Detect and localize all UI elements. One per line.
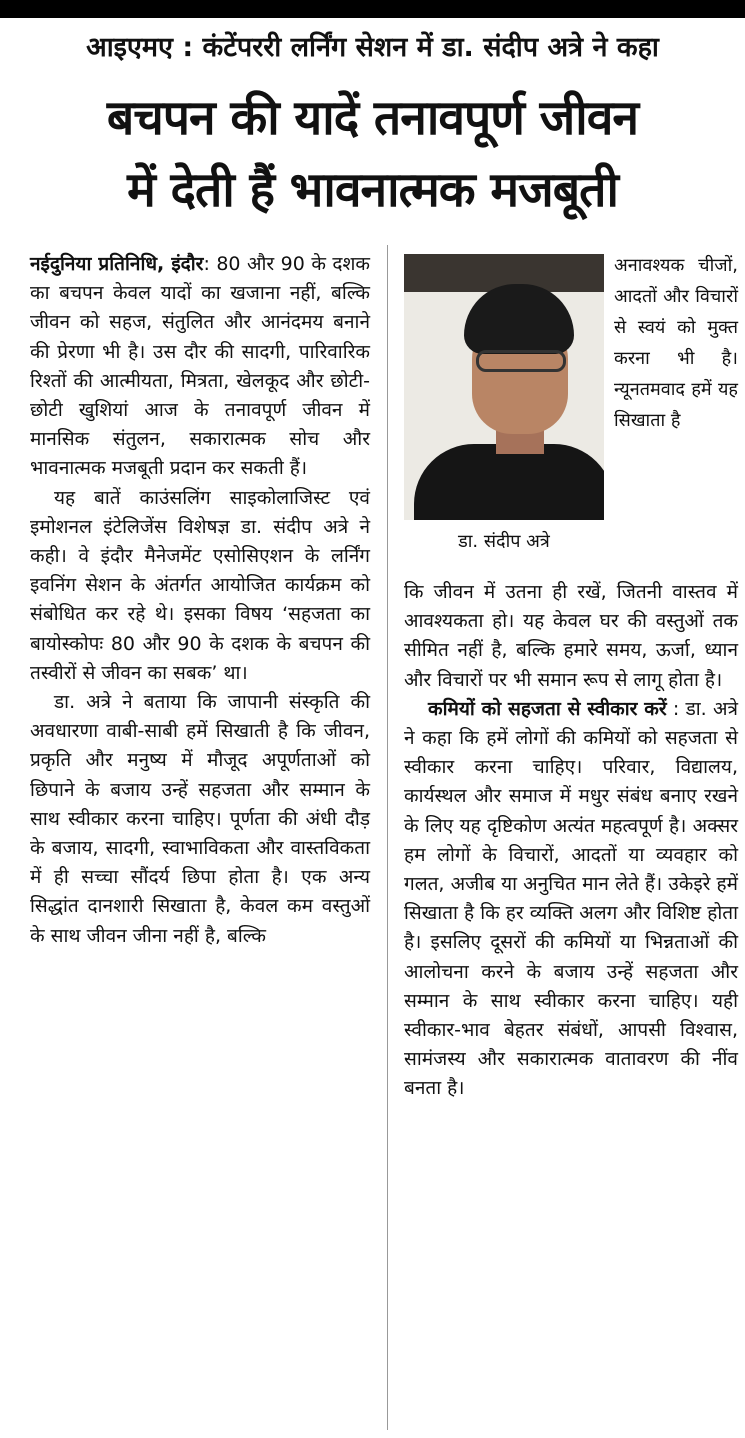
headline-line-2: में देती हैं भावनात्मक मजबूती [127, 162, 618, 218]
paragraph-1 [30, 250, 370, 484]
headline-line-1: बचपन की यादें तनावपूर्ण जीवन [106, 90, 639, 146]
paragraph-5-text: : डा. अत्रे ने कहा कि हमें लोगों की कमियों को सहजता से स्वीकार करना चाहिए। परिवार, विद्यालय, कार्यस्थल और समाज में मधुर संबंध बनाए रखने के लिए यह दृष्टिकोण अत्यंत महत्वपूर्ण है। अक्सर हम लोगों के विचारों, आदतों या व्यवहार को गलत, अजीब या अनुचित मान लेते हैं। उकेइरे हमें सिखाता है कि हर व्यक्ति अलग और विशिष्ट होता है। इसलिए दूसरों की कमियों या भिन्नताओं की आलोचना करने के बजाय उन्हें सहजता और सम्मान के साथ स्वीकार करना चाहिए। यही स्वीकार-भाव बेहतर संबंधों, आपसी विश्वास, सामंजस्य और सकारात्मक वातावरण की नींव बनता है। [404, 697, 738, 1100]
byline: नईदुनिया प्रतिनिधि, इंदौर [30, 253, 204, 275]
subheading: कमियों को सहजता से स्वीकार करें [428, 697, 667, 720]
column-divider [387, 245, 388, 1430]
top-black-bar [0, 0, 745, 18]
paragraph-4-top: अनावश्यक चीजों, आदतों और विचारों से स्वयं को मुक्त करना भी है। न्यूनतमवाद हमें यह सिखाता है [614, 255, 738, 431]
kicker-line: आइएमए : कंटेंपररी लर्निंग सेशन में डा. संदीप अत्रे ने कहा [86, 32, 659, 63]
paragraph-3: डा. अत्रे ने बताया कि जापानी संस्कृति की अवधारणा वाबी-साबी हमें सिखाती है कि जीवन, प्रकृति और मनुष्य में मौजूद अपूर्णताओं को छिपाने के बजाय उन्हें सहजता और सम्मान के साथ स्वीकार करना चाहिए। पूर्णता की अंधी दौड़ के बजाय, सादगी, स्वाभाविकता और वास्तविकता में ही सच्चा सौंदर्य छिपा होता है। एक अन्य सिद्धांत दानशारी सिखाता है, केवल कम वस्तुओं के साथ जीवन जीना नहीं है, बल्कि [30, 691, 370, 947]
paragraph-2: यह बातें काउंसलिंग साइकोलाजिस्ट एवं इमोशनल इंटेलिजेंस विशेषज्ञ डा. संदीप अत्रे ने कही। वे इंदौर मैनेजमेंट एसोसिएशन के लर्निंग इवनिंग सेशन के अंतर्गत आयोजित कार्यक्रम को संबोधित कर रहे थे। इसका विषय ‘सहजता का बायोस्कोपः 80 और 90 के दशक के बचपन की तस्वीरों से जीवन का सबक’ था। [30, 486, 370, 684]
paragraph-4-rest: कि जीवन में उतना ही रखें, जितनी वास्तव में आवश्यकता हो। यह केवल घर की वस्तुओं तक सीमित नहीं है, बल्कि हमारे समय, ऊर्जा, ध्यान और विचारों पर भी समान रूप से लागू होता है। [404, 581, 738, 691]
photo-caption: डा. संदीप अत्रे [458, 531, 550, 552]
paragraph-5 [404, 695, 738, 1104]
article-column-right-top [614, 250, 738, 436]
paragraph-1-text: : 80 और 90 के दशक का बचपन केवल यादों का खजाना नहीं, बल्कि जीवन को सहज, संतुलित और आनंदमय बनाने की प्रेरणा भी है। उस दौर की सादगी, पारिवारिक रिश्तों की आत्मीयता, मित्रता, खेलकूद और छोटी-छोटी खुशियां आज के तनावपूर्ण जीवन में मानसिक संतुलन, सकारात्मक सोच और भावनात्मक मजबूती प्रदान कर सकती हैं। [30, 253, 371, 480]
article-column-left [30, 250, 370, 951]
article-column-right [404, 578, 738, 1104]
headline [10, 82, 735, 226]
person-photo [404, 254, 604, 520]
